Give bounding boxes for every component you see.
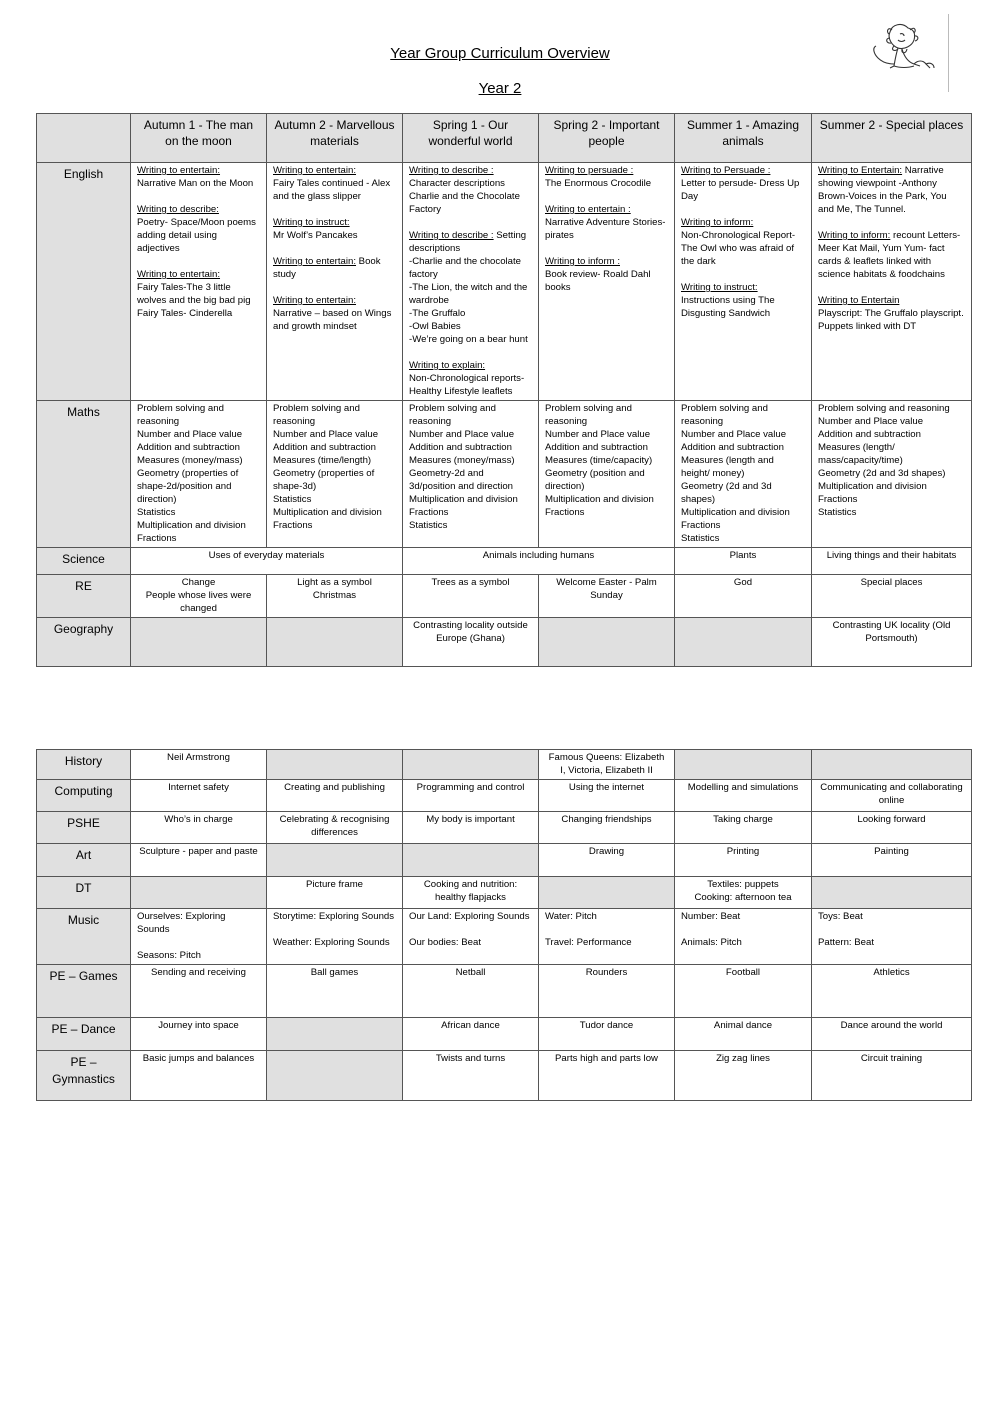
dt-cell xyxy=(539,877,675,909)
cell-line: Water: Pitch xyxy=(545,911,597,922)
cell-line: Writing to inform: recount Letters- Meer Kat Mail, Yum Yum- fact cards & leaflets linked with science habitats & foodchains xyxy=(818,230,961,280)
history-row xyxy=(37,750,972,780)
cell-line xyxy=(681,923,805,936)
pe-gym-cell: Parts high and parts low xyxy=(539,1051,675,1101)
cell-line: Problem solving and reasoning xyxy=(409,403,496,427)
pe-dance-cell: Animal dance xyxy=(675,1018,812,1051)
pshe-cell: Looking forward xyxy=(812,812,972,844)
cell-line: Writing to entertain: xyxy=(137,269,221,280)
cell-line: Writing to Persuade : xyxy=(681,165,771,176)
cell-line xyxy=(681,203,805,216)
cell-line: -The Gruffalo xyxy=(409,308,466,319)
cell-line: Pattern: Beat xyxy=(818,937,874,948)
cell-line: Our bodies: Beat xyxy=(409,937,481,948)
cell-line: The Enormous Crocodile xyxy=(545,178,652,189)
cell-line: Statistics xyxy=(409,520,448,531)
maths-cell xyxy=(539,401,675,548)
english-cell xyxy=(403,163,539,401)
cell-line: Number and Place value xyxy=(681,429,787,440)
cell-line: Number: Beat xyxy=(681,911,741,922)
cell-line xyxy=(818,281,965,294)
cell-line: Textiles: puppets xyxy=(707,879,779,890)
cell-line: Geometry (2d and 3d shapes) xyxy=(818,468,946,479)
cell-line xyxy=(273,242,396,255)
cell-line: Statistics xyxy=(273,494,312,505)
cell-line: Multiplication and division xyxy=(273,507,382,518)
pshe-cell: Celebrating & recognising differences xyxy=(267,812,403,844)
dt-cell xyxy=(675,877,812,909)
pshe-cell: Who’s in charge xyxy=(131,812,267,844)
music-row xyxy=(37,909,972,965)
subject-history: History xyxy=(37,750,131,780)
cell-line: Statistics xyxy=(818,507,857,518)
geography-cell: Contrasting locality outside Europe (Ghana) xyxy=(403,618,539,667)
subject-pshe: PSHE xyxy=(37,812,131,844)
cell-line: Writing to entertain: Book study xyxy=(273,256,381,280)
subject-pe-dance: PE – Dance xyxy=(37,1018,131,1051)
cell-line xyxy=(818,923,965,936)
cell-line: Number and Place value xyxy=(545,429,651,440)
history-cell xyxy=(403,750,539,780)
art-cell: Printing xyxy=(675,844,812,877)
english-cell xyxy=(812,163,972,401)
corner-cell xyxy=(37,114,131,163)
cell-line: Writing to inform : xyxy=(545,256,620,267)
cell-line: Fairy Tales-The 3 little wolves and the big bad pig xyxy=(137,282,251,306)
computing-cell: Programming and control xyxy=(403,780,539,812)
cell-line: Writing to instruct: xyxy=(273,217,350,228)
cell-line: Writing to instruct: xyxy=(681,282,758,293)
cell-line: Problem solving and reasoning xyxy=(137,403,224,427)
cell-line: Book review- Roald Dahl books xyxy=(545,269,651,293)
cell-line: Writing to entertain: xyxy=(273,165,357,176)
science-cell: Living things and their habitats xyxy=(812,548,972,575)
subject-art: Art xyxy=(37,844,131,877)
art-cell xyxy=(267,844,403,877)
pshe-row xyxy=(37,812,972,844)
english-cell xyxy=(675,163,812,401)
computing-cell: Creating and publishing xyxy=(267,780,403,812)
re-cell xyxy=(131,575,267,618)
computing-cell: Internet safety xyxy=(131,780,267,812)
cell-line: Animals: Pitch xyxy=(681,937,742,948)
cell-line xyxy=(273,203,396,216)
curriculum-table-bottom xyxy=(36,749,972,1101)
term-header: Autumn 2 - Marvellous materials xyxy=(267,114,403,163)
cell-line: Fractions xyxy=(273,520,313,531)
pe-gym-cell: Circuit training xyxy=(812,1051,972,1101)
cell-line: Poetry- Space/Moon poems adding detail using adjectives xyxy=(137,217,256,254)
pe-games-cell: Netball xyxy=(403,965,539,1018)
cell-line: Fractions xyxy=(681,520,721,531)
cell-line xyxy=(137,190,260,203)
cell-line: Our Land: Exploring Sounds xyxy=(409,911,530,922)
music-cell xyxy=(131,909,267,965)
re-cell xyxy=(539,575,675,618)
pe-games-cell: Ball games xyxy=(267,965,403,1018)
cell-line: Toys: Beat xyxy=(818,911,863,922)
term-header: Spring 2 - Important people xyxy=(539,114,675,163)
subject-pe-gymnastics: PE – Gymnastics xyxy=(37,1051,131,1101)
cell-line: Christmas xyxy=(312,590,357,601)
term-header: Autumn 1 - The man on the moon xyxy=(131,114,267,163)
music-cell xyxy=(403,909,539,965)
cell-line: Travel: Performance xyxy=(545,937,632,948)
cell-line: Multiplication and division xyxy=(681,507,790,518)
geography-cell xyxy=(539,618,675,667)
header-divider xyxy=(948,14,949,92)
cell-line: Statistics xyxy=(137,507,176,518)
cell-line: Addition and subtraction xyxy=(681,442,784,453)
cell-line: Writing to describe: xyxy=(137,204,219,215)
cell-line xyxy=(545,190,668,203)
cell-line: Special places xyxy=(860,577,923,588)
history-cell xyxy=(267,750,403,780)
maths-cell xyxy=(403,401,539,548)
cell-line: Addition and subtraction xyxy=(818,429,921,440)
cell-line: -Charlie and the chocolate factory xyxy=(409,256,521,280)
term-header: Spring 1 - Our wonderful world xyxy=(403,114,539,163)
music-cell xyxy=(812,909,972,965)
subject-science: Science xyxy=(37,548,131,575)
geography-row xyxy=(37,618,972,667)
pe-gym-cell xyxy=(267,1051,403,1101)
cell-line: Letter to persude- Dress Up Day xyxy=(681,178,800,202)
cell-line: Writing to persuade : xyxy=(545,165,634,176)
cell-line: Narrative – based on Wings and growth mindset xyxy=(273,308,392,332)
term-header: Summer 1 - Amazing animals xyxy=(675,114,812,163)
art-cell xyxy=(403,844,539,877)
cell-line xyxy=(409,346,532,359)
cell-line: Fractions xyxy=(818,494,858,505)
science-cell: Animals including humans xyxy=(403,548,675,575)
cell-line xyxy=(545,878,668,891)
history-cell: Neil Armstrong xyxy=(131,750,267,780)
pe-dance-cell: Journey into space xyxy=(131,1018,267,1051)
pe-dance-row xyxy=(37,1018,972,1051)
cell-line xyxy=(681,268,805,281)
cell-line: Writing to entertain: xyxy=(273,295,357,306)
art-cell: Painting xyxy=(812,844,972,877)
english-row xyxy=(37,163,972,401)
cell-line: Problem solving and reasoning xyxy=(818,403,950,414)
maths-cell xyxy=(675,401,812,548)
cell-line: Non-Chronological Report- The Owl who was afraid of the dark xyxy=(681,230,796,267)
cell-line xyxy=(545,242,668,255)
dt-cell xyxy=(812,877,972,909)
pe-gym-cell: Twists and turns xyxy=(403,1051,539,1101)
cell-line: Non-Chronological reports- Healthy Lifestyle leaflets xyxy=(409,373,525,397)
english-cell xyxy=(131,163,267,401)
cell-line: Multiplication and division xyxy=(137,520,246,531)
subject-music: Music xyxy=(37,909,131,965)
cell-line: Writing to inform: xyxy=(681,217,754,228)
cell-line: Welcome Easter - Palm Sunday xyxy=(556,577,657,601)
cell-line: Multiplication and division xyxy=(818,481,927,492)
cell-line: Measures (money/mass) xyxy=(137,455,243,466)
computing-row xyxy=(37,780,972,812)
history-cell xyxy=(812,750,972,780)
cell-line: Cooking and nutrition: healthy flapjacks xyxy=(423,879,518,903)
geography-cell xyxy=(131,618,267,667)
cell-line xyxy=(545,923,668,936)
cell-line: Change xyxy=(181,577,216,588)
cell-line: Fairy Tales- Cinderella xyxy=(137,308,233,319)
cell-line: God xyxy=(733,577,753,588)
re-cell xyxy=(812,575,972,618)
cell-line: Playscript: The Gruffalo playscript. Puppets linked with DT xyxy=(818,308,964,332)
pe-games-row xyxy=(37,965,972,1018)
cell-line xyxy=(409,923,532,936)
subject-english: English xyxy=(37,163,131,401)
cell-line: Cooking: afternoon tea xyxy=(694,892,792,903)
pshe-cell: My body is important xyxy=(403,812,539,844)
cell-line: Mr Wolf’s Pancakes xyxy=(273,230,358,241)
pe-gym-cell: Zig zag lines xyxy=(675,1051,812,1101)
cell-line: -We’re going on a bear hunt xyxy=(409,334,528,345)
page-subtitle: Year 2 xyxy=(478,80,522,97)
cell-line: Narrative Adventure Stories-pirates xyxy=(545,217,666,241)
subject-computing: Computing xyxy=(37,780,131,812)
re-cell xyxy=(675,575,812,618)
cell-line xyxy=(137,936,260,949)
cell-line: Number and Place value xyxy=(818,416,924,427)
computing-cell: Modelling and simulations xyxy=(675,780,812,812)
subject-pe-games: PE – Games xyxy=(37,965,131,1018)
dt-cell xyxy=(403,877,539,909)
art-row xyxy=(37,844,972,877)
cell-line: Instructions using The Disgusting Sandwich xyxy=(681,295,775,319)
cell-line xyxy=(137,878,260,891)
subject-geography: Geography xyxy=(37,618,131,667)
cell-line: Writing to explain: xyxy=(409,360,486,371)
cell-line: Writing to entertain: xyxy=(137,165,221,176)
cell-line: Multiplication and division xyxy=(545,494,654,505)
cell-line: Storytime: Exploring Sounds xyxy=(273,911,395,922)
cell-line: Writing to Entertain: Narrative showing viewpoint -Anthony Brown-Voices in the Park, You and Me, The Tunnel. xyxy=(818,165,947,215)
pe-games-cell: Sending and receiving xyxy=(131,965,267,1018)
cell-line: Picture frame xyxy=(305,879,364,890)
cell-line: Number and Place value xyxy=(137,429,243,440)
cell-line: Seasons: Pitch xyxy=(137,950,201,961)
maths-row xyxy=(37,401,972,548)
cell-line: Writing to describe : Setting descriptions xyxy=(409,230,527,254)
music-cell xyxy=(539,909,675,965)
geography-cell: Contrasting UK locality (Old Portsmouth) xyxy=(812,618,972,667)
cell-line: Number and Place value xyxy=(409,429,515,440)
cell-line: Addition and subtraction xyxy=(409,442,512,453)
cell-line xyxy=(273,923,396,936)
cell-line: Statistics xyxy=(681,533,720,544)
cell-line: Geometry-2d and 3d/position and direction xyxy=(409,468,514,492)
history-cell: Famous Queens: Elizabeth I, Victoria, Elizabeth II xyxy=(539,750,675,780)
cell-line: Measures (time/capacity) xyxy=(545,455,653,466)
geography-cell xyxy=(675,618,812,667)
art-cell: Drawing xyxy=(539,844,675,877)
cell-line: Trees as a symbol xyxy=(431,577,510,588)
pe-dance-cell: African dance xyxy=(403,1018,539,1051)
cell-line: Measures (time/length) xyxy=(273,455,372,466)
pshe-cell: Changing friendships xyxy=(539,812,675,844)
cell-line: Addition and subtraction xyxy=(545,442,648,453)
lion-logo-icon xyxy=(868,18,938,78)
cell-line: Fractions xyxy=(545,507,585,518)
cell-line: Narrative Man on the Moon xyxy=(137,178,254,189)
computing-cell: Using the internet xyxy=(539,780,675,812)
pe-games-cell: Football xyxy=(675,965,812,1018)
cell-line xyxy=(137,255,260,268)
cell-line: Writing to Entertain xyxy=(818,295,900,306)
science-row xyxy=(37,548,972,575)
cell-line: Measures (length/ mass/capacity/time) xyxy=(818,442,903,466)
dt-cell xyxy=(267,877,403,909)
cell-line: Multiplication and division xyxy=(409,494,518,505)
cell-line: Addition and subtraction xyxy=(137,442,240,453)
pe-games-cell: Rounders xyxy=(539,965,675,1018)
cell-line xyxy=(409,216,532,229)
cell-line: Ourselves: Exploring Sounds xyxy=(137,911,226,935)
pe-dance-cell: Tudor dance xyxy=(539,1018,675,1051)
cell-line: Writing to entertain : xyxy=(545,204,631,215)
cell-line xyxy=(818,878,965,891)
re-cell xyxy=(403,575,539,618)
cell-line: Geometry (position and direction) xyxy=(545,468,645,492)
cell-line: Addition and subtraction xyxy=(273,442,376,453)
cell-line: Charlie and the Chocolate Factory xyxy=(409,191,520,215)
cell-line: -Owl Babies xyxy=(409,321,461,332)
cell-line: Fairy Tales continued - Alex and the glass slipper xyxy=(273,178,391,202)
cell-line: People whose lives were changed xyxy=(145,590,252,614)
cell-line: Weather: Exploring Sounds xyxy=(273,937,390,948)
re-cell xyxy=(267,575,403,618)
english-cell xyxy=(267,163,403,401)
cell-line: Character descriptions xyxy=(409,178,505,189)
curriculum-table-top xyxy=(36,113,972,667)
maths-cell xyxy=(812,401,972,548)
cell-line xyxy=(818,216,965,229)
maths-cell xyxy=(267,401,403,548)
cell-line: Light as a symbol xyxy=(297,577,372,588)
english-cell xyxy=(539,163,675,401)
cell-line: -The Lion, the witch and the wardrobe xyxy=(409,282,528,306)
re-row xyxy=(37,575,972,618)
dt-cell xyxy=(131,877,267,909)
cell-line: Number and Place value xyxy=(273,429,379,440)
pe-gym-cell: Basic jumps and balances xyxy=(131,1051,267,1101)
pe-games-cell: Athletics xyxy=(812,965,972,1018)
page-title: Year Group Curriculum Overview xyxy=(390,45,610,62)
subject-re: RE xyxy=(37,575,131,618)
subject-dt: DT xyxy=(37,877,131,909)
music-cell xyxy=(267,909,403,965)
geography-cell xyxy=(267,618,403,667)
science-cell: Uses of everyday materials xyxy=(131,548,403,575)
computing-cell: Communicating and collaborating online xyxy=(812,780,972,812)
cell-line: Problem solving and reasoning xyxy=(545,403,632,427)
cell-line: Geometry (properties of shape-2d/position and direction) xyxy=(137,468,239,505)
cell-line: Measures (length and height/ money) xyxy=(681,455,774,479)
pshe-cell: Taking charge xyxy=(675,812,812,844)
cell-line: Geometry (properties of shape-3d) xyxy=(273,468,375,492)
term-header: Summer 2 - Special places xyxy=(812,114,972,163)
history-cell xyxy=(675,750,812,780)
cell-line: Writing to describe : xyxy=(409,165,494,176)
dt-row xyxy=(37,877,972,909)
cell-line: Fractions xyxy=(137,533,177,544)
pe-dance-cell xyxy=(267,1018,403,1051)
cell-line xyxy=(273,281,396,294)
subject-maths: Maths xyxy=(37,401,131,548)
pe-dance-cell: Dance around the world xyxy=(812,1018,972,1051)
term-header-row xyxy=(37,114,972,163)
pe-gym-row xyxy=(37,1051,972,1101)
cell-line: Geometry (2d and 3d shapes) xyxy=(681,481,772,505)
cell-line: Problem solving and reasoning xyxy=(681,403,768,427)
art-cell: Sculpture - paper and paste xyxy=(131,844,267,877)
cell-line: Measures (money/mass) xyxy=(409,455,515,466)
science-cell: Plants xyxy=(675,548,812,575)
maths-cell xyxy=(131,401,267,548)
music-cell xyxy=(675,909,812,965)
cell-line: Problem solving and reasoning xyxy=(273,403,360,427)
cell-line: Fractions xyxy=(409,507,449,518)
